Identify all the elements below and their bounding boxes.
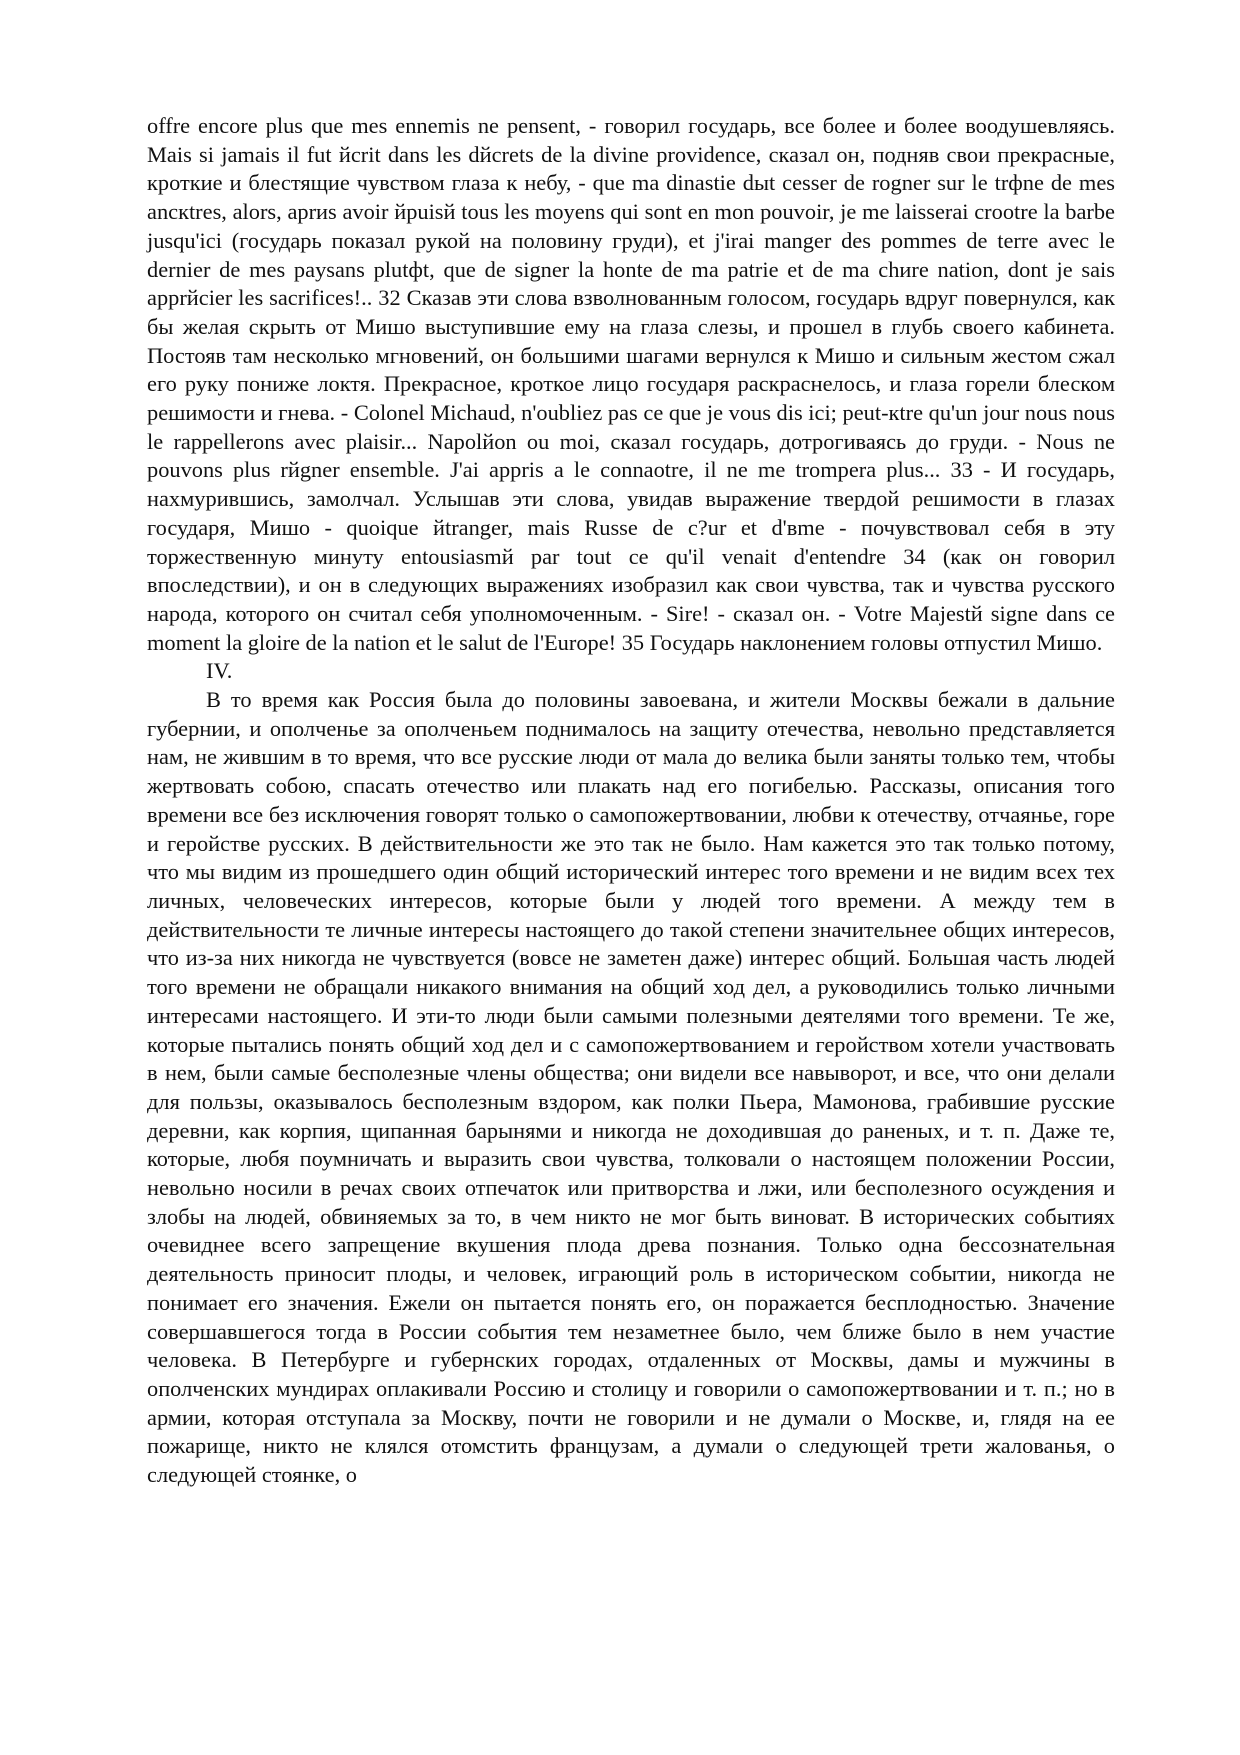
document-page <box>147 112 1115 1490</box>
paragraph-continuation: offre encore plus que mes ennemis ne pensent, - говорил государь, все более и более воодушевляясь. Mais si jamais il fut йcrit dans les dйcrets de la divine providence, сказал он, подняв свои прекрасные, кроткие и блестящие чувством глаза к небу, - que ma dinastie dыt cesser de rogner sur le trфne de mes ancкtres, alors, aprиs avoir йpuisй tous les moyens qui sont en mon pouvoir, je me laisserai crootre la barbe jusqu'ici (государь показал рукой на половину груди), et j'irai manger des pommes de terre avec le dernier de mes paysans plutфt, que de signer la honte de ma patrie et de ma chиre nation, dont je sais apprйcier les sacrifices!.. 32 Сказав эти слова взволнованным голосом, государь вдруг повернулся, как бы желая скрыть от Мишо выступившие ему на глаза слезы, и прошел в глубь своего кабинета. Постояв там несколько мгновений, он большими шагами вернулся к Мишо и сильным жестом сжал его руку пониже локтя. Прекрасное, кроткое лицо государя раскраснелось, и глаза горели блеском решимости и гнева. - Colonel Michaud, n'oubliez pas ce que je vous dis ici; peut-кtre qu'un jour nous nous le rappellerons avec plaisir... Napolйon ou moi, сказал государь, дотрогиваясь до груди. - Nous ne pouvons plus rйgner ensemble. J'ai appris a le connaotre, il ne me trompera plus... 33 - И государь, нахмурившись, замолчал. Услышав эти слова, увидав выражение твердой решимости в глазах государя, Мишо - quoique йtranger, mais Russe de c?ur et d'вme - почувствовал себя в эту торжественную минуту entousiasmй par tout ce qu'il venait d'entendre 34 (как он говорил впоследствии), и он в следующих выражениях изобразил как свои чувства, так и чувства русского народа, которого он считал себя уполномоченным. - Sire! - сказал он. - Votre Majestй signe dans ce moment la gloire de la nation et le salut de l'Europe! 35 Государь наклонением головы отпустил Мишо. <box>147 113 1115 655</box>
paragraph-section-start: В то время как Россия была до половины завоевана, и жители Москвы бежали в дальние губернии, и ополченье за ополченьем поднималось на защиту отечества, невольно представляется нам, не жившим в то время, что все русские люди от мала до велика были заняты только тем, чтобы жертвовать собою, спасать отечество или плакать над его погибелью. Рассказы, описания того времени все без исключения говорят только о самопожертвовании, любви к отечеству, отчаянье, горе и геройстве русских. В действительности же это так не было. Нам кажется это так только потому, что мы видим из прошедшего один общий исторический интерес того времени и не видим всех тех личных, человеческих интересов, которые были у людей того времени. А между тем в действительности те личные интересы настоящего до такой степени значительнее общих интересов, что из-за них никогда не чувствуется (вовсе не заметен даже) интерес общий. Большая часть людей того времени не обращали никакого внимания на общий ход дел, а руководились только личными интересами настоящего. И эти-то люди были самыми полезными деятелями того времени. Те же, которые пытались понять общий ход дел и с самопожертвованием и геройством хотели участвовать в нем, были самые бесполезные члены общества; они видели все навыворот, и все, что они делали для пользы, оказывалось бесполезным вздором, как полки Пьера, Мамонова, грабившие русские деревни, как корпия, щипанная барынями и никогда не доходившая до раненых, и т. п. Даже те, которые, любя поумничать и выразить свои чувства, толковали о настоящем положении России, невольно носили в речах своих отпечаток или притворства и лжи, или бесполезного осуждения и злобы на людей, обвиняемых за то, в чем никто не мог быть виноват. В исторических событиях очевиднее всего запрещение вкушения плода древа познания. Только одна бессознательная деятельность приносит плоды, и человек, играющий роль в историческом событии, никогда не понимает его значения. Ежели он пытается понять его, он поражается бесплодностью. Значение совершавшегося тогда в России события тем незаметнее было, чем ближе было в нем участие человека. В Петербурге и губернских городах, отдаленных от Москвы, дамы и мужчины в ополченских мундирах оплакивали Россию и столицу и говорили о самопожертвовании и т. п.; но в армии, которая отступала за Москву, почти не говорили и не думали о Москве, и, глядя на ее пожарище, никто не клялся отомстить французам, а думали о следующей трети жалованья, о следующей стоянке, о <box>147 687 1115 1488</box>
section-heading: IV. <box>206 658 233 684</box>
